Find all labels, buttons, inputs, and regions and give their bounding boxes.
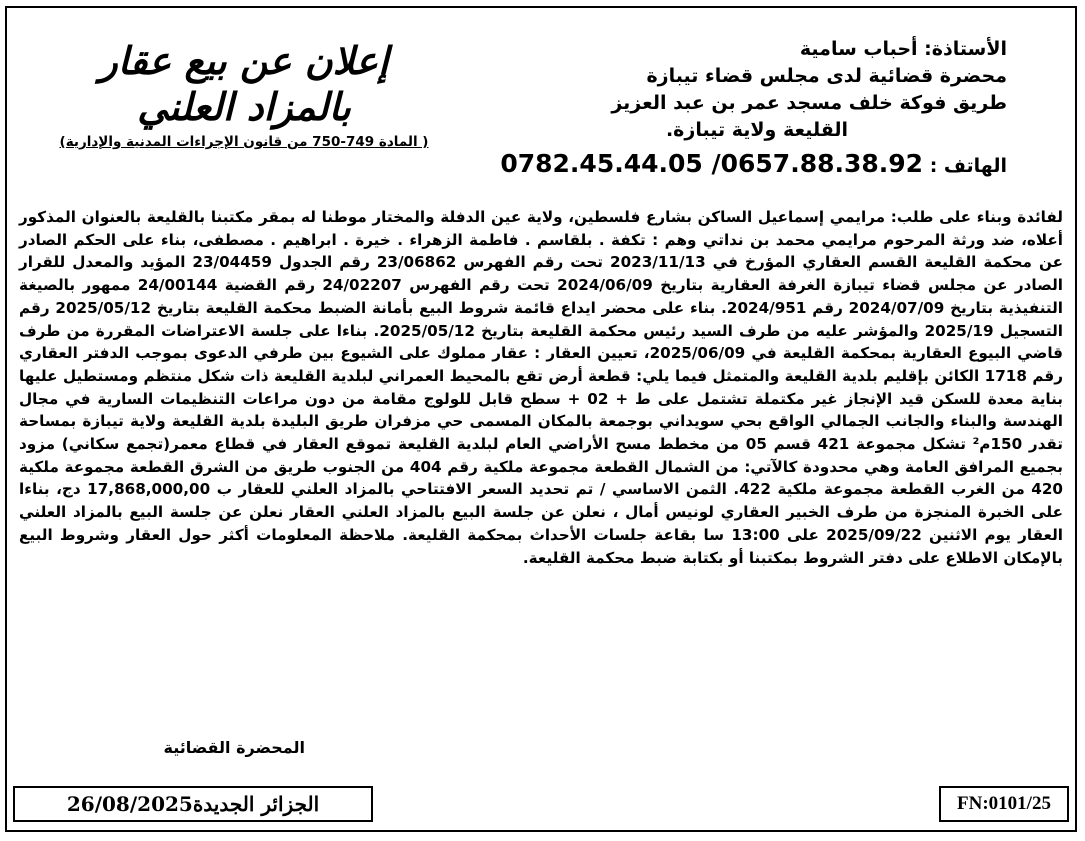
bailiff-address: طريق فوكة خلف مسجد عمر بن عبد العزيز	[611, 92, 1007, 114]
bailiff-city: القليعة ولاية تيبازة.	[665, 119, 849, 141]
announcement-title-block	[19, 38, 469, 150]
newspaper-date-box	[13, 786, 373, 822]
phone-numbers: 0782.45.44.05 /0657.88.38.92	[500, 149, 924, 178]
phone-row	[500, 149, 1007, 180]
legal-article-reference: ( المادة 749-750 من قانون الإجراءات المدنية والإدارية)	[59, 134, 429, 150]
announcement-title-line1: إعلان عن بيع عقار	[99, 38, 389, 83]
bailiff-contact-block	[500, 36, 1007, 180]
reference-code: FN:0101/25	[957, 793, 1051, 814]
announcement-title-line2: بالمزاد العلني	[137, 84, 351, 129]
announcement-frame	[5, 6, 1077, 832]
announcement-body: لفائدة وبناء على طلب: مرايمي إسماعيل الساكن بشارع فلسطين، ولاية عين الدفلة والمختار موطنا له بمقر مكتبنا بالقليعة بالعنوان المذكور أعلاه، ضد ورثة المرحوم مرايمي محمد بن نداتي وهم : تكفة . بلقاسم . فاطمة الزهراء . خيرة . ابراهيم . مصطفى، بناء على الحكم الصادر عن محكمة القليعة القسم العقاري المؤرخ في 2023/11/13 تحت رقم الفهرس 23/06862 رقم الجدول 23/04459 المؤيد والمعدل للقرار الصادر عن مجلس قضاء تيبازة الغرفة العقارية بتاريخ 2024/06/09 تحت رقم الفهرس 24/02207 رقم القضية 24/00144 ممهور بالصيغة التنفيذية بتاريخ 2024/07/09 رقم 2024/951. بناء على محضر ايداع قائمة شروط البيع بأمانة الضبط محكمة القليعة بتاريخ 2025/05/12 رقم التسجيل 2025/19 والمؤشر عليه من طرف السيد رئيس محكمة القليعة بتاريخ 2025/05/12. بناءا على جلسة الاعتراضات المقررة من طرف قاضي البيوع العقارية بمحكمة القليعة في 2025/06/09، تعيين العقار : عقار مملوك على الشيوع بين طرفي الدعوى بموجب الدفتر العقاري رقم 1718 الكائن بإقليم بلدية القليعة والمتمثل فيما يلي: قطعة أرض تقع بالمحيط العمراني لبلدية القليعة ذات شكل منتظم ومستطيل عليها بناية معدة للسكن قيد الإنجاز غير مكتملة تشتمل على ط + 02 + سطح قابل للولوج مقامة من دون مراعات التنظيمات السارية في مجال الهندسة والبناء والجانب الجمالي الواقع بحي سويداني بوجمعة بالمكان المسمى حي مزفران طريق البليدة بلدية القليعة ولاية تيبازة بمساحة تقدر 150م² تشكل مجموعة 421 قسم 05 من مخطط مسح الأراضي العام لبلدية القليعة تموقع العقار في قطاع معمر(تجمع سكاني) مزود بجميع المرافق العامة وهي محدودة كالآتي: من الشمال القطعة مجموعة ملكية رقم 404 من الجنوب طريق من الشرق القطعة مجموعة ملكية 420 من الغرب القطعة مجموعة ملكية 422. الثمن الاساسي / تم تحديد السعر الافتتاحي بالمزاد العلني للعقار ب 17,868,000,00 دج، بناءا على الخبرة المنجزة من طرف الخبير العقاري لونيس أمال ، نعلن عن جلسة البيع بالمزاد العلني العقار نعلن عن جلسة البيع بالمزاد العلني العقار يوم الاثنين 2025/09/22 على 13:00 سا بقاعة جلسات الأحداث بمحكمة القليعة. ملاحظة المعلومات أكثر حول العقار وشروط البيع بالإمكان الاطلاع على دفتر الشروط بمكتبنا أو بكتابة ضبط محكمة القليعة.	[19, 208, 1064, 567]
bailiff-title: محضرة قضائية لدى مجلس قضاء تيبازة	[646, 65, 1007, 87]
newspaper-date: الجزائر الجديدة26/08/2025	[66, 792, 320, 816]
phone-label: الهاتف :	[929, 155, 1007, 177]
bailiff-name: الأستاذة: أحباب سامية	[799, 38, 1007, 60]
announcement-header	[7, 8, 1075, 204]
reference-code-box	[939, 786, 1069, 822]
signature: المحضرة القضائية	[163, 738, 305, 757]
